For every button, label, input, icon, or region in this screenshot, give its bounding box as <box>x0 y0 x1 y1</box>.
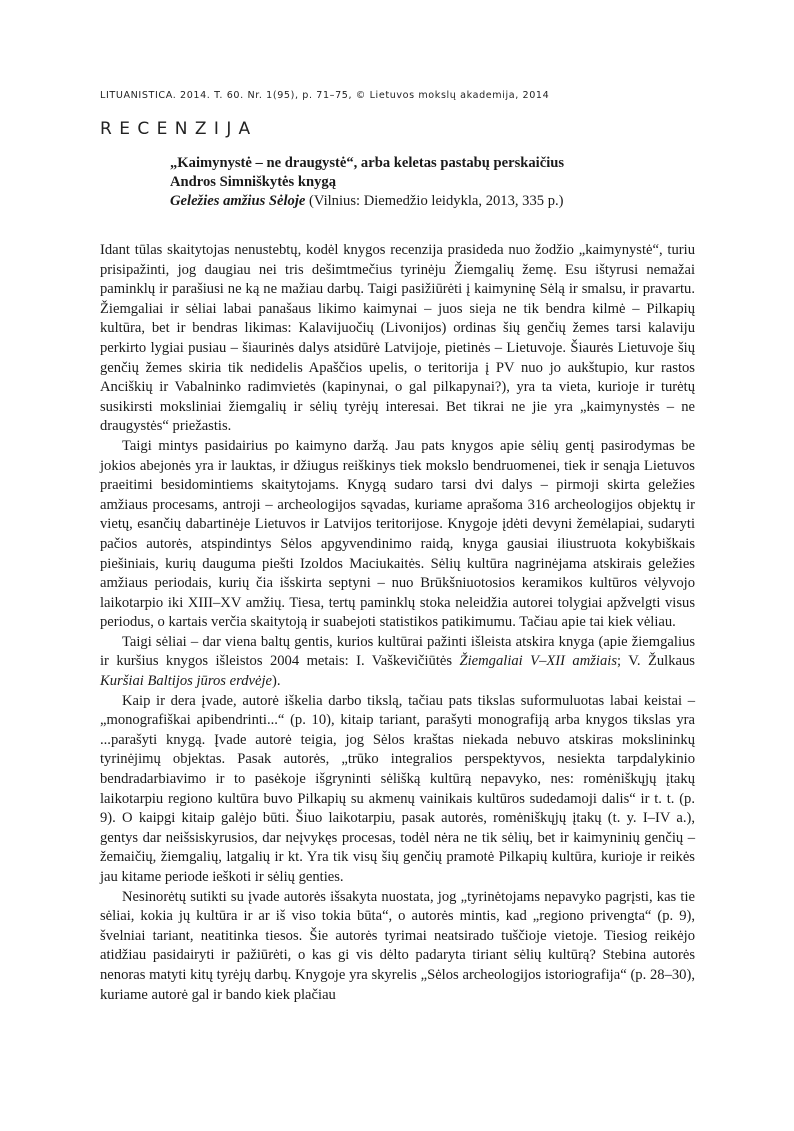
body-paragraph-2: Taigi mintys pasidairius po kaimyno daržą. Jau pats knygos apie sėlių gentį pasirodymas be jokios abejonės yra ir lauktas, ir džiugus reiškinys tiek mokslo bendruomenei, tiek ir senąja Lietuvos praeitimi besidomintiems skaitytojams. Knygą sudaro tarsi dvi dalys – pirmoji skirta geležies amžiaus procesams, antroji – archeologijos sąvadas, kuriame aprašoma 316 archeologijos objektų ir vietų, esančių dabartinėje Lietuvos ir Latvijos teritorijose. Knygoje įdėti devyni žemėlapiai, sudaryti pačios autorės, atspindintys Sėlos apgyvendinimo raidą, knyga gausiai iliustruota kokybiškais piešiniais, kurių dauguma piešti Izoldos Maciukaitės. Sėlių kultūra nagrinėjama atskirais geležies amžiaus periodais, kurių čia išskirta septyni – nuo Brūkšniuotosios keramikos kultūros vėlyvojo laikotarpio iki XIII–XV amžių. Tiesa, tertų paminklų stoka neleidžia autorei tolygiai apžvelgti visus periodus, o kartais verčia skaitytoją ir suabejoti statistikos patikimumu. Tačiau apie tai kiek vėliau. <box>100 437 695 631</box>
body-paragraph-3-text: Taigi sėliai – dar viena baltų gentis, kurios kultūrai pažinti išleista atskira knyga (apie žiemgalius ir kuršius knygos išleistos 2004 metais: I. Vaškevičiūtės <box>100 633 695 670</box>
review-title-line-1: „Kaimynystė – ne draugystė“, arba keletas pastabų perskaičius <box>170 155 565 171</box>
reviewed-book-publication: (Vilnius: Diemedžio leidykla, 2013, 335 p.) <box>305 193 564 209</box>
body-paragraph-3-end: ). <box>272 673 281 690</box>
body-paragraph-3-italic-title-2: Kuršiai Baltijos jūros erdvėje <box>100 673 273 690</box>
body-paragraph-3-italic-title-1: Žiemgaliai V–XII amžiais <box>459 653 618 670</box>
review-title-line-2: Andros Simniškytės knygą <box>170 174 336 190</box>
reviewed-book-title: Geležies amžius Sėloje <box>170 193 306 209</box>
body-paragraph-1: Idant tūlas skaitytojas nenustebtų, kodėl knygos recenzija prasideda nuo žodžio „kaimynystė“, turiu prisipažinti, jog daugiau nei tris dešimtmečius tyrinėju Žiemgalių žemę. Esu ištyrusi nemažai paminklų ir parašiusi ne ką ne mažiau darbų. Taigi pasižiūrėti į kaimyninę Sėlą ir smalsu, ir pravartu. Žiemgaliai ir sėliai labai panašaus likimo kaimynai – juos sieja ne tik bendra kilmė – Pilkapių kultūra, bet ir bendras likimas: Kalavijuočių (Livonijos) ordinas šių genčių žemes tarsi kalaviju perkirto lygiai pusiau – šiaurinės dalys atsidūrė Latvijoje, pietinės – Lietuvoje. Šiaurės Lietuvoje šių genčių žemes skiria tik nedidelis Apaščios upelis, o teritorija į PV nuo jo aukštupio, kur rastos Anciškių ir Vabalninko radimvietės (kapinynai, o gal pilkapynai?), yra ta vieta, kurioje ir turėtų susikirsti moksliniai žiemgalių ir sėlių tyrėjų interesai. Bet tikrai ne jie yra „kaimynystės – ne draugystės“ priežastis. <box>100 242 695 435</box>
body-paragraph-3 <box>100 633 695 692</box>
reviewed-book-line <box>170 192 730 211</box>
review-body <box>100 241 695 1005</box>
review-title-block <box>170 154 730 211</box>
body-paragraph-4: Kaip ir dera įvade, autorė iškelia darbo tikslą, tačiau pats tikslas suformuluotas labai keistai – „monografiškai apibendrinti...“ (p. 10), kitaip tariant, parašyti monografiją arba knygos tikslas yra ...parašyti knygą. Įvade autorė teigia, jog Sėlos kraštas niekada nebuvo atskiras mokslininkų tyrinėjimų objektas. Pasak autorės, „trūko integralios perspektyvos, nesiekta tarpdalykinio bendradarbiavimo ir to pasėkoje išgryninti sėlišką kultūrą nepavyko, nes: romėniškųjų įtakų laikotarpiu regiono kultūra buvo Pilkapių su akmenų vainikais kultūros sudedamoji dalis“ ir t. t. (p. 9). O kaipgi kitaip galėjo būti. Šiuo laikotarpiu, pasak autorės, romėniškųjų įtakų (t. y. I–IV a.), gentys dar neišsiskyrusios, dar neįvykęs procesas, todėl nėra ne tik sėlių, bet ir kaimyninių genčių – žemaičių, žiemgalių, latgalių ir kt. Yra tik visų šių genčių pramotė Pilkapių kultūra, kurioje ir reikės jau kitame periode ieškoti ir sėlių genties. <box>100 692 695 885</box>
journal-citation-header: LITUANISTICA. 2014. T. 60. Nr. 1(95), p. 71–75, © Lietuvos mokslų akademija, 2014 <box>100 90 550 101</box>
section-label: RECENZIJA <box>100 119 258 139</box>
body-paragraph-3-middle: ; V. Žulkaus <box>617 653 695 670</box>
body-paragraph-5: Nesinorėtų sutikti su įvade autorės išsakyta nuostata, jog „tyrinėtojams nepavyko pagrįsti, kas tie sėliai, kokia jų kultūra ir ar iš viso tokia būta“, o autorės mintis, kad „regiono privengta“ (p. 9), švelniai tariant, neatitinka tiesos. Šie autorės tyrimai neatsirado tuščioje vietoje. Tiesiog reikėjo atidžiau pasidairyti ir pažiūrėti, o kas gi vis dėlto padaryta tiriant sėlių kultūrą? Stebina autorės nenoras matyti kitų tyrėjų darbų. Knygoje yra skyrelis „Sėlos archeologijos istoriografija“ (p. 28–30), kuriame autorė gal ir bando kiek plačiau <box>100 888 695 1003</box>
